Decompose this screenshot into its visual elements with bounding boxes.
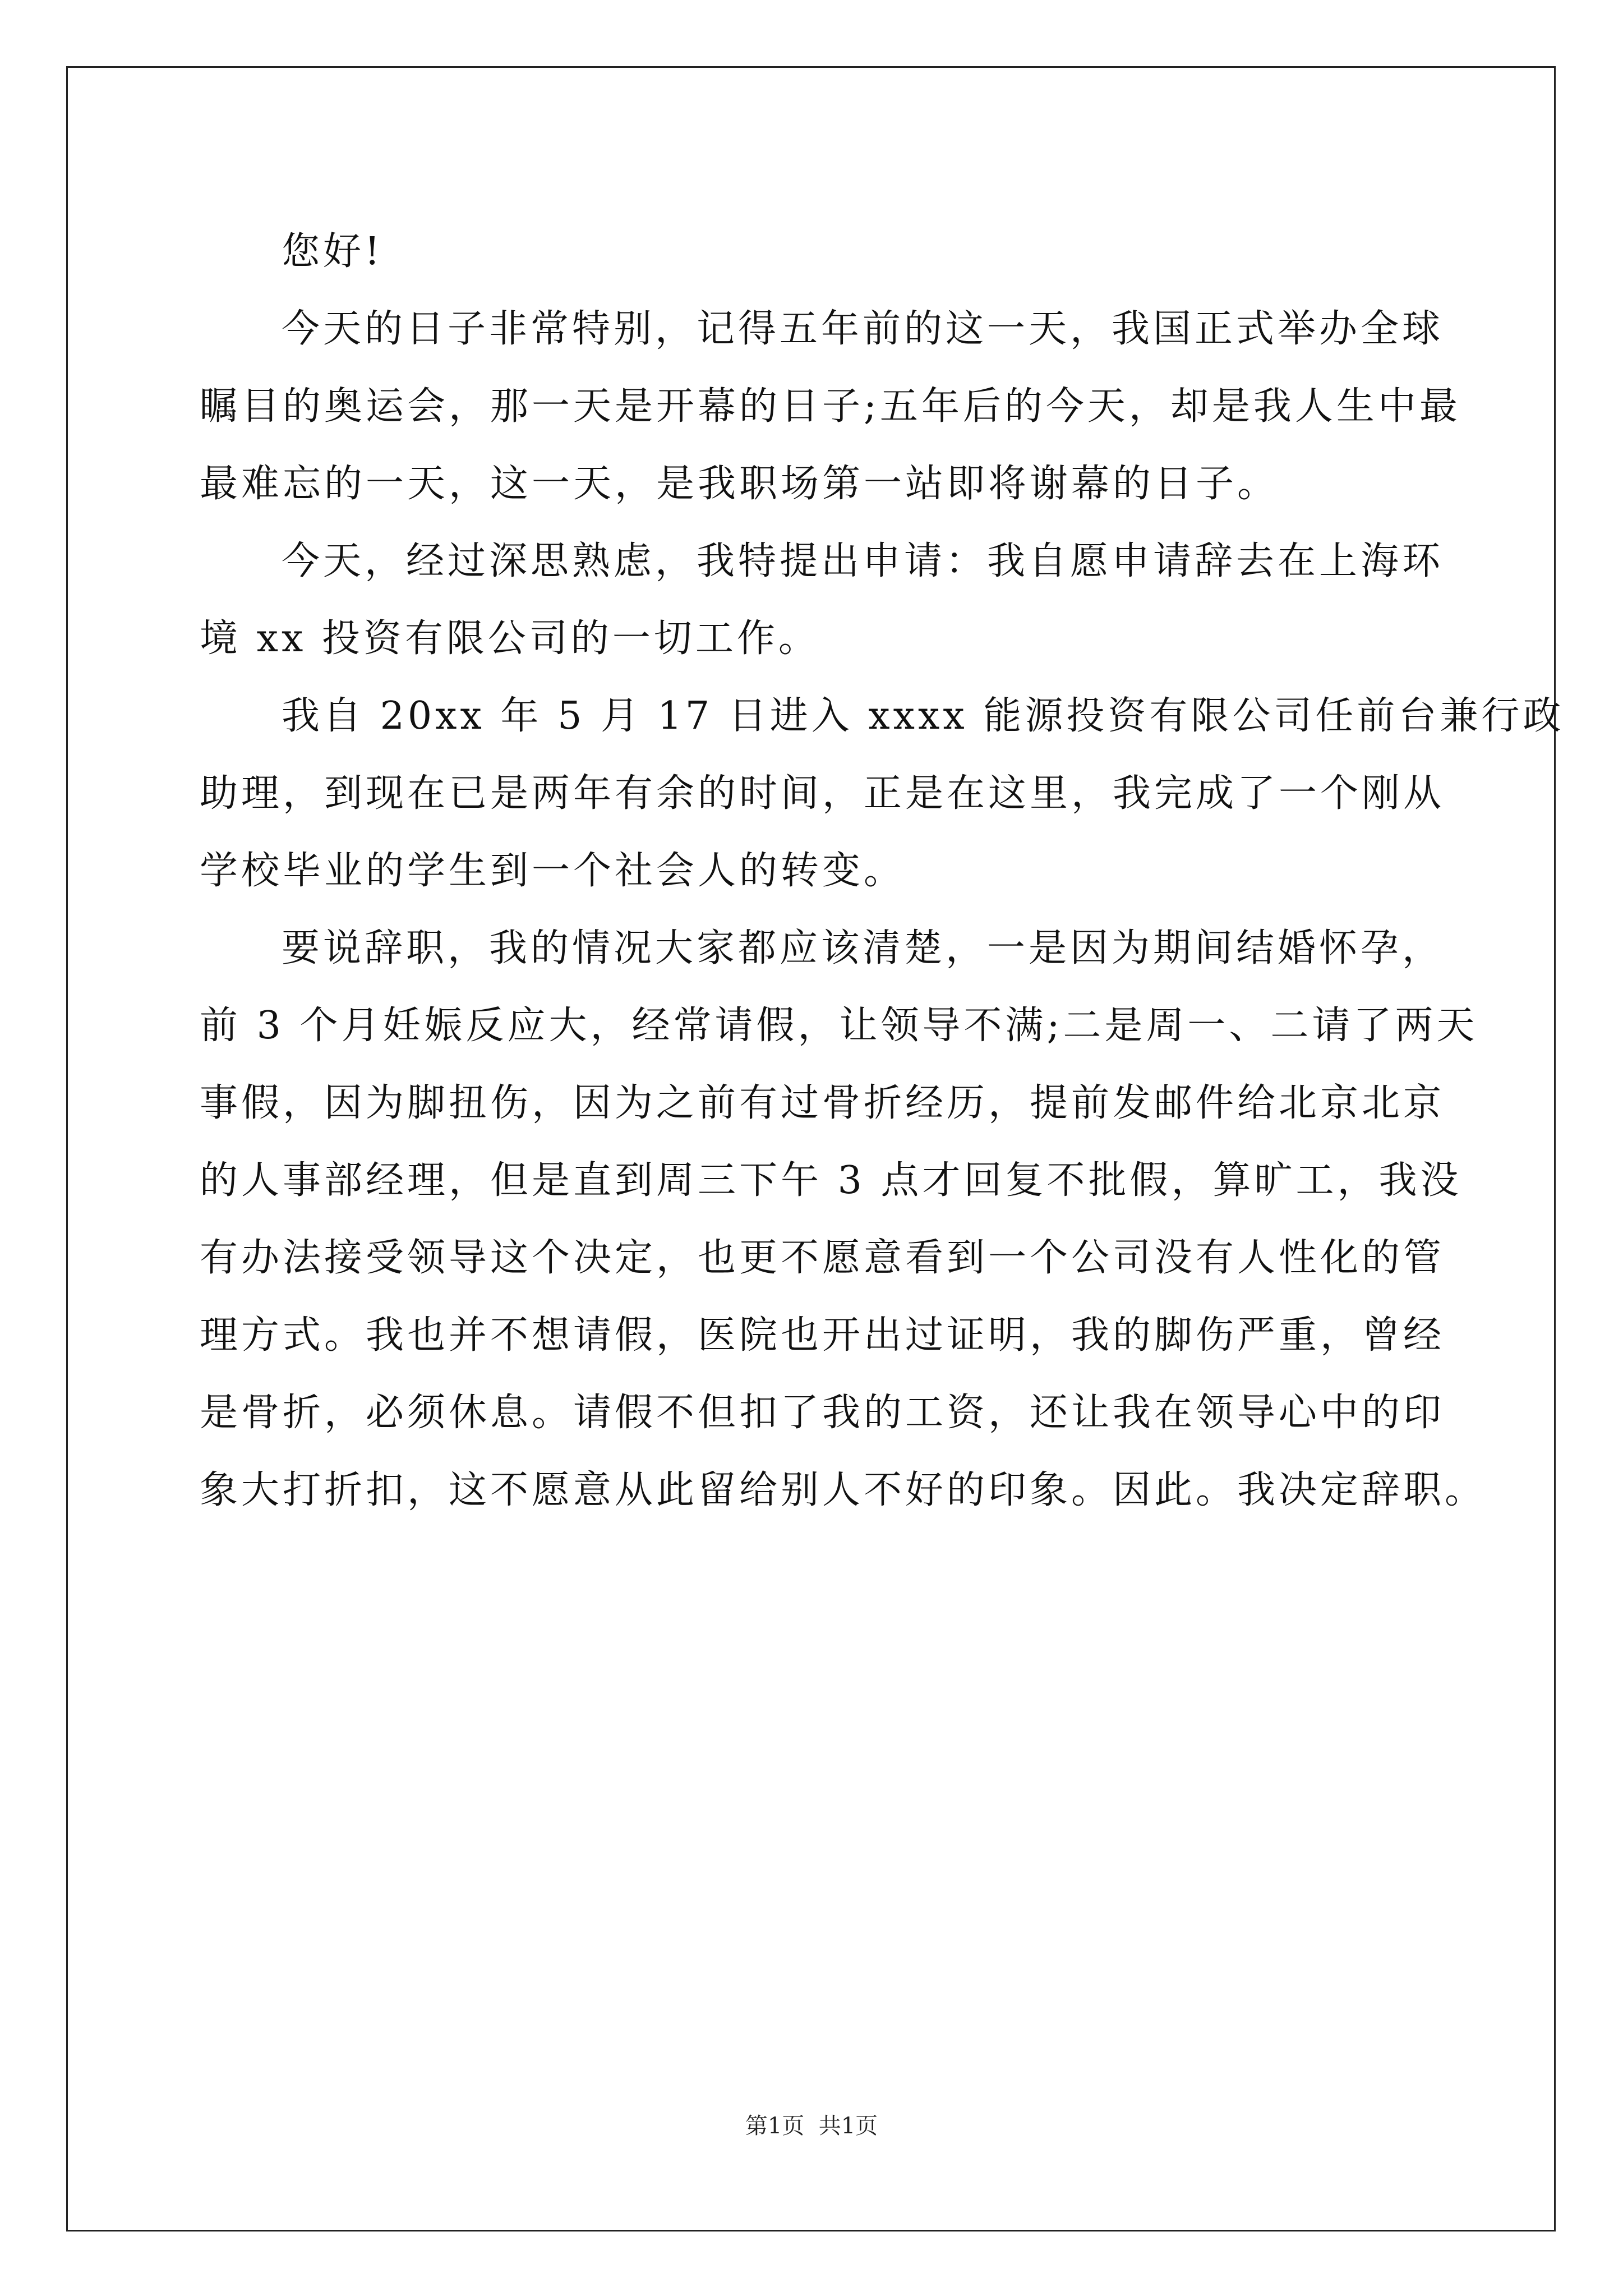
paragraph-4-line-1: 要说辞职，我的情况大家都应该清楚，一是因为期间结婚怀孕，: [282, 926, 1444, 970]
paragraph-4-line-2: 前 3 个月妊娠反应大，经常请假，让领导不满;二是周一、二请了两天: [200, 1004, 1478, 1048]
paragraph-3-line-3: 学校毕业的学生到一个社会人的转变。: [200, 849, 906, 893]
paragraph-1-line-1: 今天的日子非常特别，记得五年前的这一天，我国正式举办全球: [282, 307, 1444, 351]
greeting-line: 您好!: [282, 229, 384, 274]
page-number-footer: 第1页 共1页: [745, 2113, 878, 2139]
paragraph-3-line-2: 助理，到现在已是两年有余的时间，正是在这里，我完成了一个刚从: [200, 771, 1445, 816]
paragraph-4-line-8: 象大打折扣，这不愿意从此留给别人不好的印象。因此。我决定辞职。: [200, 1468, 1487, 1512]
paragraph-4-line-3: 事假，因为脚扭伤，因为之前有过骨折经历，提前发邮件给北京北京: [200, 1081, 1445, 1125]
paragraph-4-line-6: 理方式。我也并不想请假，医院也开出过证明，我的脚伤严重，曾经: [200, 1313, 1445, 1358]
paragraph-2-line-1: 今天，经过深思熟虑，我特提出申请：我自愿申请辞去在上海环: [282, 539, 1444, 583]
paragraph-1-line-2: 瞩目的奥运会，那一天是开幕的日子;五年后的今天，却是我人生中最: [200, 384, 1461, 429]
document-body: [200, 213, 1565, 1529]
paragraph-3-line-1: 我自 20xx 年 5 月 17 日进入 xxxx 能源投资有限公司任前台兼行政: [282, 694, 1565, 738]
paragraph-1-line-3: 最难忘的一天，这一天，是我职场第一站即将谢幕的日子。: [200, 462, 1279, 506]
paragraph-4-line-7: 是骨折，必须休息。请假不但扣了我的工资，还让我在领导心中的印: [200, 1391, 1445, 1435]
paragraph-4-line-5: 有办法接受领导这个决定，也更不愿意看到一个公司没有人性化的管: [200, 1236, 1445, 1280]
paragraph-2-line-2: 境 xx 投资有限公司的一切工作。: [200, 616, 820, 661]
paragraph-4-line-4: 的人事部经理，但是直到周三下午 3 点才回复不批假，算旷工，我没: [200, 1158, 1462, 1203]
